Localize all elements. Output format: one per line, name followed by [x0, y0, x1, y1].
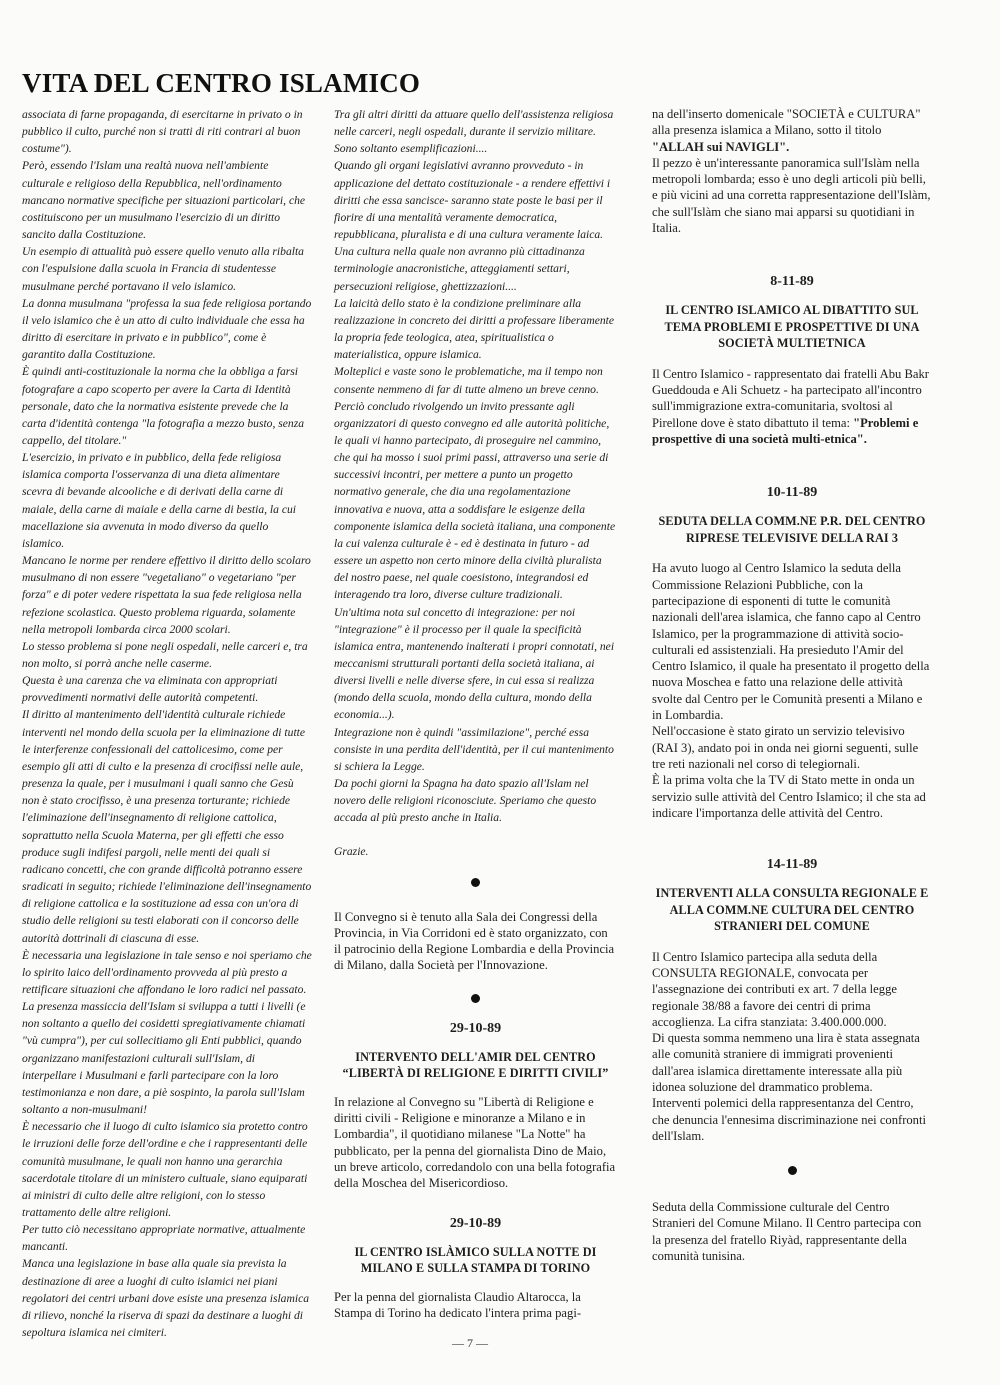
- item-headline: INTERVENTO DELL'AMIR DEL CENTRO “LIBERTÀ DI RELIGIONE E DIRITTI CIVILI”: [342, 1049, 609, 1081]
- paragraph: Il Centro Islamico partecipa alla seduta della CONSULTA REGIONALE, convocata per l'assegnazione dei contributi ex art. 7 della legge regionale 38/88 a favore dei centri di prima accoglienza. La cifra stanziata: 3.400.000.000.: [652, 949, 897, 1029]
- paragraph: Da pochi giorni la Spagna ha dato spazio all'Islam nel novero delle religioni riconosciute. Speriamo che questo accada al più presto anche in Italia.: [334, 777, 597, 825]
- page-number: — 7 —: [452, 1336, 488, 1350]
- paragraph: Un esempio di attualità può essere quello venuto alla ribalta con l'espulsione dalla scuola in Francia di studentesse musulmane perché portavano il velo islamico.: [22, 245, 304, 293]
- bullet-separator: [471, 878, 480, 887]
- paragraph: È necessaria una legislazione in tale senso e noi speriamo che lo spirito laico dell'ordinamento provveda al più presto a rettificare situazioni che affondano le loro radici nel passato.: [22, 948, 312, 996]
- paragraph: Seduta della Commissione culturale del Centro Stranieri del Comune Milano. Il Centro partecipa con la presenza del fratello Riyàd, rappresentante della comunità tunisina.: [652, 1200, 922, 1264]
- paragraph: Un'ultima nota sul concetto di integrazione: per noi "integrazione" è il processo per il quale la specificità islamica entra, mantenendo inalterati i propri connotati, nei meccanismi strutturali portanti della società italiana, ai diversi livelli e nelle diverse sfere, in cui essa si realizza (mondo della scuola, mondo della cultura, mondo della economia...).: [334, 605, 615, 722]
- topic-title: "Problemi e prospettive di una società multi-etnica".: [652, 415, 919, 447]
- item-body: In relazione al Convegno su "Libertà di Religione e diritti civili - Religione e minoranze a Milano e in Lombardia", il quotidiano milanese "La Notte" ha pubblicato, per la penna del giornalista Dino de Maio, un breve articolo, corredandolo con una bella fotografia della Moschea del Misericordioso.: [334, 1094, 616, 1191]
- article-continuation: [652, 106, 932, 236]
- paragraph: [652, 106, 932, 155]
- paragraph: Ha avuto luogo al Centro Islamico la seduta della Commissione Relazioni Pubbliche, con la partecipazione di esponenti di tutte le comunità nazionali dell'area islamica, che fanno capo al Centro Islamico, per la programmazione di attività socio-culturali ed assistenziali. Ha presieduto l'Amir del Centro Islamico, il quale ha presentato il progetto della nuova Moschea e fatto una relazione delle attività svolte dal Centro per le Comunità presenti a Milano e in Lombardia.: [652, 561, 930, 723]
- bullet-separator: [471, 994, 480, 1003]
- paragraph: Il Convegno si è tenuto alla Sala dei Congressi della Provincia, in Via Corridoni ed è stato organizzato, con il patrocinio della Regione Lombardia e della Provincia di Milano, dalla Società per l'Innovazione.: [334, 909, 615, 973]
- news-item: [652, 485, 932, 821]
- item-date: 29-10-89: [449, 1020, 502, 1036]
- paragraph: Tra gli altri diritti da attuare quello dell'assistenza religiosa nelle carceri, negli ospedali, durante il servizio militare. Sono soltanto esemplificazioni....: [334, 108, 614, 156]
- paragraph: Molteplici e vaste sono le problematiche, ma il tempo non consente nemmeno di far di tutte almeno un breve cenno.: [334, 365, 603, 396]
- news-item: [334, 1216, 617, 1322]
- paragraph: Il diritto al mantenimento dell'identità culturale richiede interventi nel mondo della scuola per la eliminazione di tutte le interferenze confessionali del cattolicesimo, come per esempio gli atti di culto e la presenza di crocifissi nelle aule, presenza la quale, per i musulmani i quali sanno che Gesù non è stato crocifisso, è una presenza torturante; richiede l'eliminazione dell'insegnamento di religione cattolica, soprattutto nella Scuola Materna, per gli effetti che esso produce sugli indifesi pargoli, nelle menti dei quali si radicano concetti, che con grande difficoltà potranno essere sradicati in seguito; richiede l'eliminazione dell'insegnamento di religione cattolica e la sostituzione ad essa con un'ora di studio delle religioni su testi elaborati con il concorso delle autorità dottrinali di ciascuna di esse.: [22, 708, 312, 945]
- news-item: [334, 1021, 617, 1192]
- article-title: "ALLAH sui NAVIGLI".: [652, 139, 790, 154]
- paragraph: Quando gli organi legislativi avranno provveduto - in applicazione del dettato costituzionale - a rendere effettivi i diritti che essa sancisce- saranno state poste le basi per il fiorire di una mentalità veramente democratica, repubblicana, pluralista e di una cultura veramente laica.: [334, 159, 611, 242]
- convegno-note: [334, 909, 617, 974]
- item-headline: IL CENTRO ISLÀMICO SULLA NOTTE DI MILANO E SULLA STAMPA DI TORINO: [354, 1244, 597, 1276]
- speech-continuation: [334, 106, 617, 827]
- paragraph: Per tutto ciò necessitano appropriate normative, attualmente mancanti.: [22, 1223, 306, 1254]
- paragraph: È necessario che il luogo di culto islamico sia protetto contro le irruzioni delle forze dell'ordine e che i rappresentanti delle comunità musulmane, le quali non hanno una gerarchia sacerdotale titolare di un ministero cultuale, siano equiparati ai ministri di culto delle altre religioni, con lo stesso trattamento delle altre religioni.: [22, 1120, 308, 1219]
- text-span: na dell'inserto domenicale "SOCIETÀ e CULTURA" alla presenza islamica a Milano, sotto il titolo: [652, 107, 921, 138]
- news-item: [652, 857, 932, 1264]
- paragraph: Il pezzo è un'interessante panoramica sull'Islàm nella metropoli lombarda; esso è uno degli articoli più belli, e più vicini ad una corretta rappresentazione dell'Islàm, che sull'Islàm che siano mai apparsi su quotidiani in Italia.: [652, 155, 931, 236]
- item-date: 10-11-89: [766, 485, 818, 501]
- page-title: VITA DEL CENTRO ISLAMICO: [22, 68, 421, 98]
- paragraph: Mancano le norme per rendere effettivo il diritto dello scolaro musulmano di non essere "vegetaliano" o vegetariano "per forza" e di poter vedere rispettata la sua fede religiosa nella refezione scolastica. Questo problema riguarda, solamente nella metropoli lombarda circa 2000 scolari.: [22, 554, 311, 636]
- paragraph: Questa è una carenza che va eliminata con appropriati provvedimenti normativi delle autorità competenti.: [22, 674, 278, 705]
- bullet-separator: [788, 1166, 797, 1175]
- left-column: [22, 106, 312, 1341]
- item-headline: IL CENTRO ISLAMICO AL DIBATTITO SUL TEMA PROBLEMI E PROSPETTIVE DI UNA SOCIETÀ MULTIETNICA: [664, 303, 920, 351]
- paragraph: associata di farne propaganda, di esercitarne in privato o in pubblico il culto, purché non si tratti di riti contrari al buon costume").: [22, 108, 303, 156]
- paragraph: L'esercizio, in privato e in pubblico, della fede religiosa islamica comporta l'osservanza di una dieta alimentare scevra di bevande alcooliche e di derivati della carne di maiale, della carne di maiale e della carne di bestia, la cui macellazione sia avvenuta in modo diverso da quello islamico.: [22, 451, 297, 550]
- item-headline: SEDUTA DELLA COMM.NE P.R. DEL CENTRO RIPRESE TELEVISIVE DELLA RAI 3: [658, 514, 926, 545]
- paragraph: È la prima volta che la TV di Stato mette in onda un servizio sulle attività del Centro Islamico; il che sta ad indicare l'importanza delle attività del Centro.: [652, 773, 926, 820]
- item-date: 29-10-89: [449, 1215, 502, 1231]
- paragraph: Interventi polemici della rappresentanza del Centro, che denuncia l'ennesima discriminazione nei confronti dell'Islam.: [652, 1096, 926, 1143]
- paragraph: Una cultura nella quale non avranno più cittadinanza terminologie anacronistiche, atteggiamenti settari, persecuzioni religiose, ghettizzazioni....: [334, 245, 585, 293]
- paragraph: Però, essendo l'Islam una realtà nuova nell'ambiente culturale e religioso della Repubblica, nell'ordinamento mancano normative specifiche per situazioni particolari, che costituiscono per un musulmano l'esercizio di un diritto sancito dalla Costituzione.: [22, 159, 306, 242]
- paragraph: Perciò concludo rivolgendo un invito pressante agli organizzatori di questo convegno ed alle autorità politiche, le quali vi hanno partecipato, di proseguire nel cammino, che qui ha mosso i suoi primi passi, attraverso una serie di successivi incontri, per mettere a punto un progetto normativo generale, che dia una regolamentazione innovativa e nuova, atta a soddisfare le esigenze della componente islamica della società italiana, una componente la cui valenza culturale è - ed è destinata in futuro - ad essere un aspetto non certo minore della civiltà pluralista del nostro paese, nel quale coesistono, integrandosi ed interagendo tra loro, diverse culture tradizionali.: [334, 399, 616, 602]
- paragraph: Manca una legislazione in base alla quale sia prevista la destinazione di aree a luoghi di culto islamici nei piani regolatori dei centri urbani dove esiste una presenza islamica di rilievo, nonché la riserva di spazi da destinare a luoghi di sepoltura islamica nei cimiteri.: [22, 1257, 310, 1340]
- text-span: Il Centro Islamico - rappresentato dai fratelli Abu Bakr Gueddouda e Ali Schuetz - ha partecipato all'incontro sull'immigrazione extra-comunitaria, svoltosi al Pirellone dove è stato dibattuto il tema:: [652, 366, 929, 430]
- paragraph: La laicità dello stato è la condizione preliminare alla realizzazione in concreto dei diritti a professare liberamente la propria fede teologica, atea, spiritualistica o materialistica, oppure islamica.: [334, 296, 615, 362]
- item-body: Per la penna del giornalista Claudio Altarocca, la Stampa di Torino ha dedicato l'intera prima pagi-: [334, 1289, 582, 1320]
- paragraph: Integrazione non è quindi "assimilazione", perché essa consiste in una perdita dell'identità, per il cui mantenimento si schiera la Legge.: [334, 725, 614, 773]
- news-item: [652, 274, 932, 447]
- middle-column: [334, 106, 617, 1321]
- right-column: [652, 106, 932, 1264]
- paragraph: La presenza massiccia dell'Islam si sviluppa a tutti i livelli (e non soltanto a quello dei cosidetti spregiativamente chiamati "vù cumpra"), per cui sollecitiamo gli Enti pubblici, quando organizzano manifestazioni culturali sull'Islam, di interpellare i Musulmani e farli partecipare con la loro testimonianza e non dare, a piè sospinto, la parola sull'Islam soltanto a non-musulmani!: [22, 1000, 306, 1117]
- item-headline: INTERVENTI ALLA CONSULTA REGIONALE E ALLA COMM.NE CULTURA DEL CENTRO STRANIERI DEL COMUNE: [655, 886, 929, 934]
- item-date: 14-11-89: [766, 857, 818, 873]
- item-body: [652, 366, 932, 447]
- signoff: Grazie.: [334, 844, 369, 858]
- paragraph: È quindi anti-costituzionale la norma che la obbliga a farsi fotografare a capo scoperto per avere la Carta di Identità personale, dato che la normativa esistente prevede che la carta d'identità contenga "la fotografia a mezzo busto, senza cappello, del titolare.": [22, 365, 305, 447]
- paragraph: Nell'occasione è stato girato un servizio televisivo (RAI 3), andato poi in onda nei giorni seguenti, sulle tre reti nazionali nel corso di telegiornali.: [652, 724, 919, 771]
- paragraph: La donna musulmana "professa la sua fede religiosa portando il velo islamico che è un atto di culto individuale che essa ha diritto di esercitare in privato e in pubblico", come è garantito dalla Costituzione.: [22, 296, 312, 362]
- item-date: 8-11-89: [770, 274, 814, 290]
- paragraph: Di questa somma nemmeno una lira è stata assegnata alle comunità straniere di immigrati provenienti dall'area islamica direttamente interessate alla più idonea soluzione del drammatico problema.: [652, 1031, 920, 1094]
- paragraph: Lo stesso problema si pone negli ospedali, nelle carceri e, tra non molto, si porrà anche nelle caserme.: [22, 639, 308, 670]
